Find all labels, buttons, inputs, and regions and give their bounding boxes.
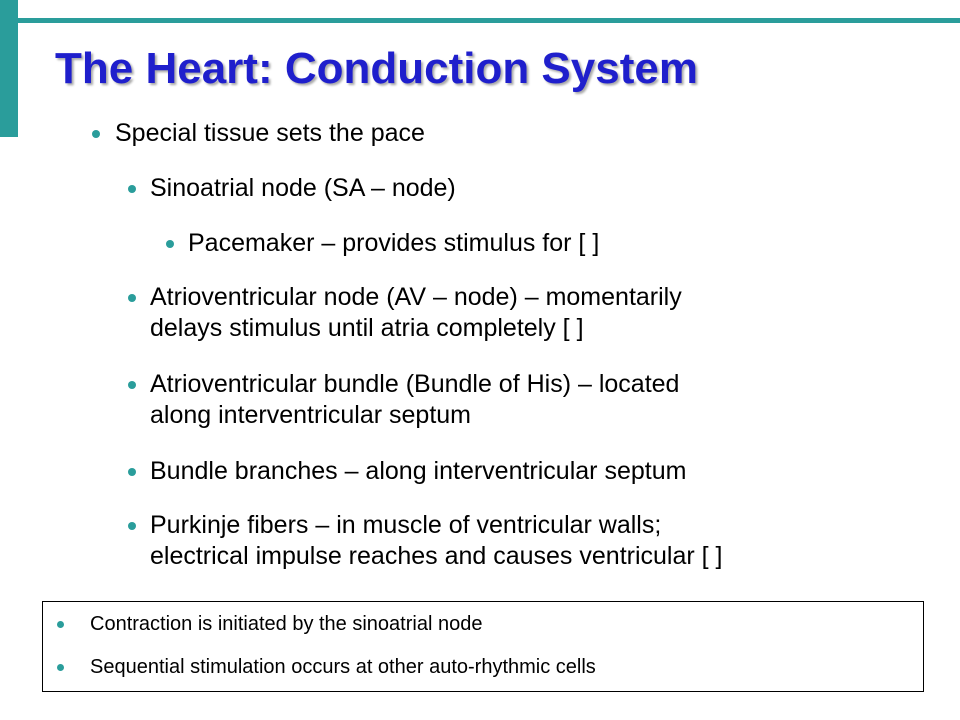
bullet-dot-icon: [57, 621, 64, 628]
slide-title: The Heart: Conduction System: [55, 44, 698, 93]
bullet-text: Sinoatrial node (SA – node): [150, 174, 456, 202]
bullet-text-line: Purkinje fibers – in muscle of ventricular walls;: [150, 511, 662, 539]
bullet-level2: [150, 456, 686, 487]
bullet-text-line: Atrioventricular bundle (Bundle of His) – located: [150, 370, 680, 398]
bullet-level2: [150, 282, 682, 344]
bullet-text-line: Atrioventricular node (AV – node) – momentarily: [150, 283, 682, 311]
bullet-text-line: delays stimulus until atria completely [ ]: [150, 314, 584, 342]
bullet-level2: [150, 510, 723, 572]
bullet-text: Bundle branches – along interventricular septum: [150, 457, 687, 485]
bullet-dot-icon: [128, 185, 136, 193]
bullet-level1: [115, 118, 425, 149]
bullet-text: Pacemaker – provides stimulus for [ ]: [188, 229, 600, 257]
bullet-text: Special tissue sets the pace: [115, 119, 425, 147]
bullet-text-line: electrical impulse reaches and causes ventricular [ ]: [150, 542, 723, 570]
summary-text: Contraction is initiated by the sinoatrial node: [90, 613, 483, 635]
summary-text: Sequential stimulation occurs at other auto-rhythmic cells: [90, 656, 596, 678]
bullet-level3: [188, 228, 599, 259]
bullet-dot-icon: [128, 522, 136, 530]
bullet-dot-icon: [128, 468, 136, 476]
summary-item: [90, 611, 482, 637]
bullet-dot-icon: [166, 240, 174, 248]
bullet-dot-icon: [92, 130, 100, 138]
summary-box: [42, 601, 924, 692]
bullet-level2: [150, 369, 679, 431]
bullet-level2: [150, 173, 456, 204]
bullet-dot-icon: [57, 664, 64, 671]
bullet-text-line: along interventricular septum: [150, 401, 471, 429]
bullet-dot-icon: [128, 294, 136, 302]
bullet-dot-icon: [128, 381, 136, 389]
summary-item: [90, 654, 596, 680]
